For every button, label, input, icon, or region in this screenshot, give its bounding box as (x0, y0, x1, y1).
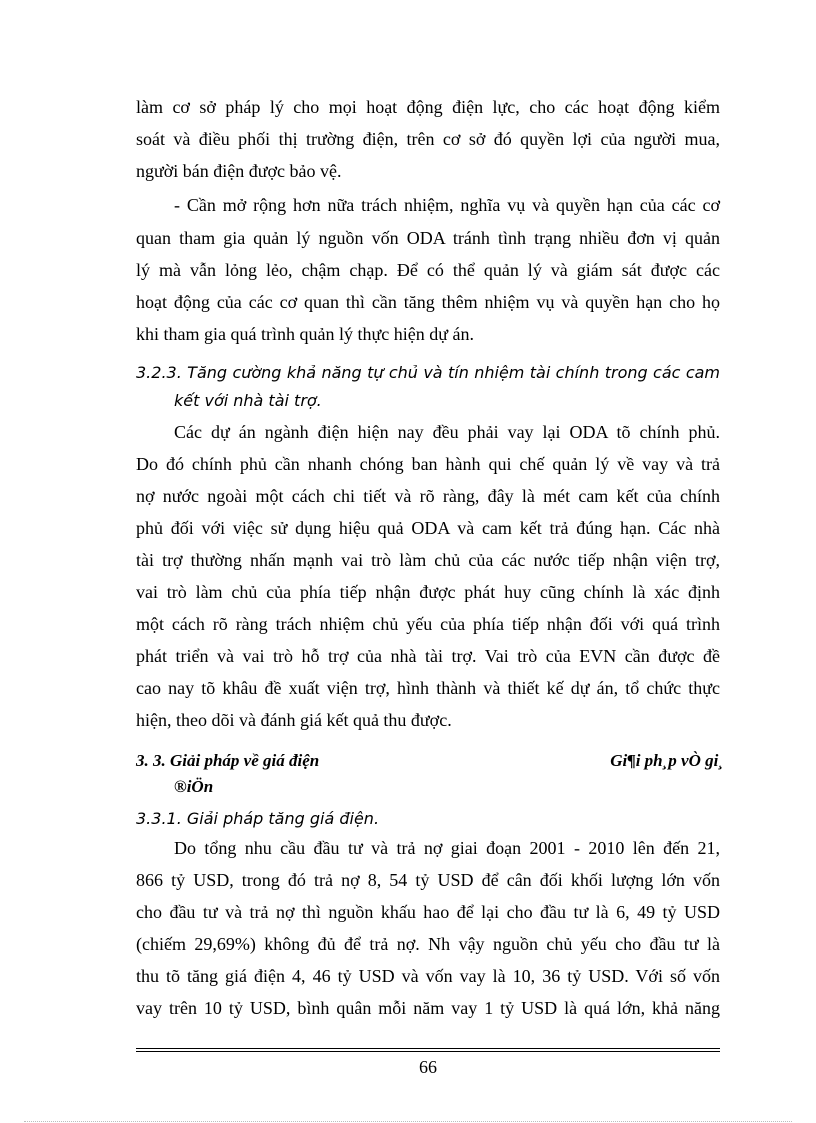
section-heading-garbled: Gi¶i ph¸p vÒ gi¸ (610, 751, 724, 770)
text-line: một cách rõ ràng trách nhiệm chủ yếu của phía tiếp nhận đối với quá trình (136, 614, 720, 634)
text-line: vay trên 10 tỷ USD, bình quân mỗi năm vay 1 tỷ USD là quá lớn, khả năng (136, 998, 720, 1018)
text-line: phát triển và vai trò hỗ trợ của nhà tài trợ. Vai trò của EVN cần được đề (136, 646, 720, 666)
text-line: khi tham gia quá trình quản lý thực hiện dự án. (136, 324, 474, 344)
text-line: Do tổng nhu cầu đầu tư và trả nợ giai đoạn 2001 - 2010 lên đến 21, (174, 838, 720, 858)
text-line: 866 tỷ USD, trong đó trả nợ 8, 54 tỷ USD để cân đối khối lượng lớn vốn (136, 870, 720, 890)
text-line: hiện, theo dõi và đánh giá kết quả thu được. (136, 710, 452, 730)
text-line: cho đầu tư và trả nợ thì nguồn khấu hao để lại cho đầu tư là 6, 49 tỷ USD (136, 902, 720, 922)
section-heading: kết với nhà tài trợ. (174, 391, 322, 410)
text-line: làm cơ sở pháp lý cho mọi hoạt động điện lực, cho các hoạt động kiểm (136, 97, 720, 117)
text-line: (chiếm 29,69%) không đủ để trả nợ. Nh vậy nguồn chủ yếu cho đầu tư là (136, 934, 720, 954)
text-line: Các dự án ngành điện hiện nay đều phải vay lại ODA tõ chính phủ. (174, 422, 720, 442)
text-line: vai trò làm chủ của phía tiếp nhận được phát huy cũng chính là xác định (136, 582, 720, 602)
text-line: cao nay tõ khâu đề xuất viện trợ, hình thành và thiết kế dự án, tổ chức thực (136, 678, 720, 698)
footer-rule (136, 1051, 720, 1052)
text-line: người bán điện được bảo vệ. (136, 161, 342, 181)
text-line: soát và điều phối thị trường điện, trên cơ sở đó quyền lợi của người mua, (136, 129, 720, 149)
page-number: 66 (419, 1057, 437, 1077)
text-line: Do đó chính phủ cần nhanh chóng ban hành qui chế quản lý về vay và trả (136, 454, 720, 474)
text-line: thu tõ tăng giá điện 4, 46 tỷ USD và vốn vay là 10, 36 tỷ USD. Với số vốn (136, 966, 720, 986)
text-line: tài trợ thường nhấn mạnh vai trò làm chủ của các nước tiếp nhận viện trợ, (136, 550, 720, 570)
text-line: lý mà vẫn lỏng lẻo, chậm chạp. Để có thể quản lý và giám sát được các (136, 260, 720, 280)
section-heading: 3.2.3. Tăng cường khả năng tự chủ và tín nhiệm tài chính trong các cam (136, 363, 720, 382)
text-line: phủ đối với việc sử dụng hiệu quả ODA và cam kết trả đúng hạn. Các nhà (136, 518, 720, 538)
section-heading-garbled: ®iÖn (174, 777, 214, 796)
text-line: quan tham gia quản lý nguồn vốn ODA tránh tình trạng nhiều đơn vị quản (136, 228, 720, 248)
section-heading: 3.3.1. Giải pháp tăng giá điện. (136, 809, 380, 828)
page-edge-divider (24, 1121, 792, 1122)
text-line: hoạt động của các cơ quan thì cần tăng thêm nhiệm vụ và quyền hạn cho họ (136, 292, 720, 312)
footer-rule (136, 1048, 720, 1049)
text-line: nợ nước ngoài một cách chi tiết và rõ ràng, đây là mét cam kết của chính (136, 486, 720, 506)
text-line: - Cần mở rộng hơn nữa trách nhiệm, nghĩa vụ và quyền hạn của các cơ (174, 195, 720, 215)
section-heading: 3. 3. Giải pháp về giá điện (136, 751, 320, 770)
